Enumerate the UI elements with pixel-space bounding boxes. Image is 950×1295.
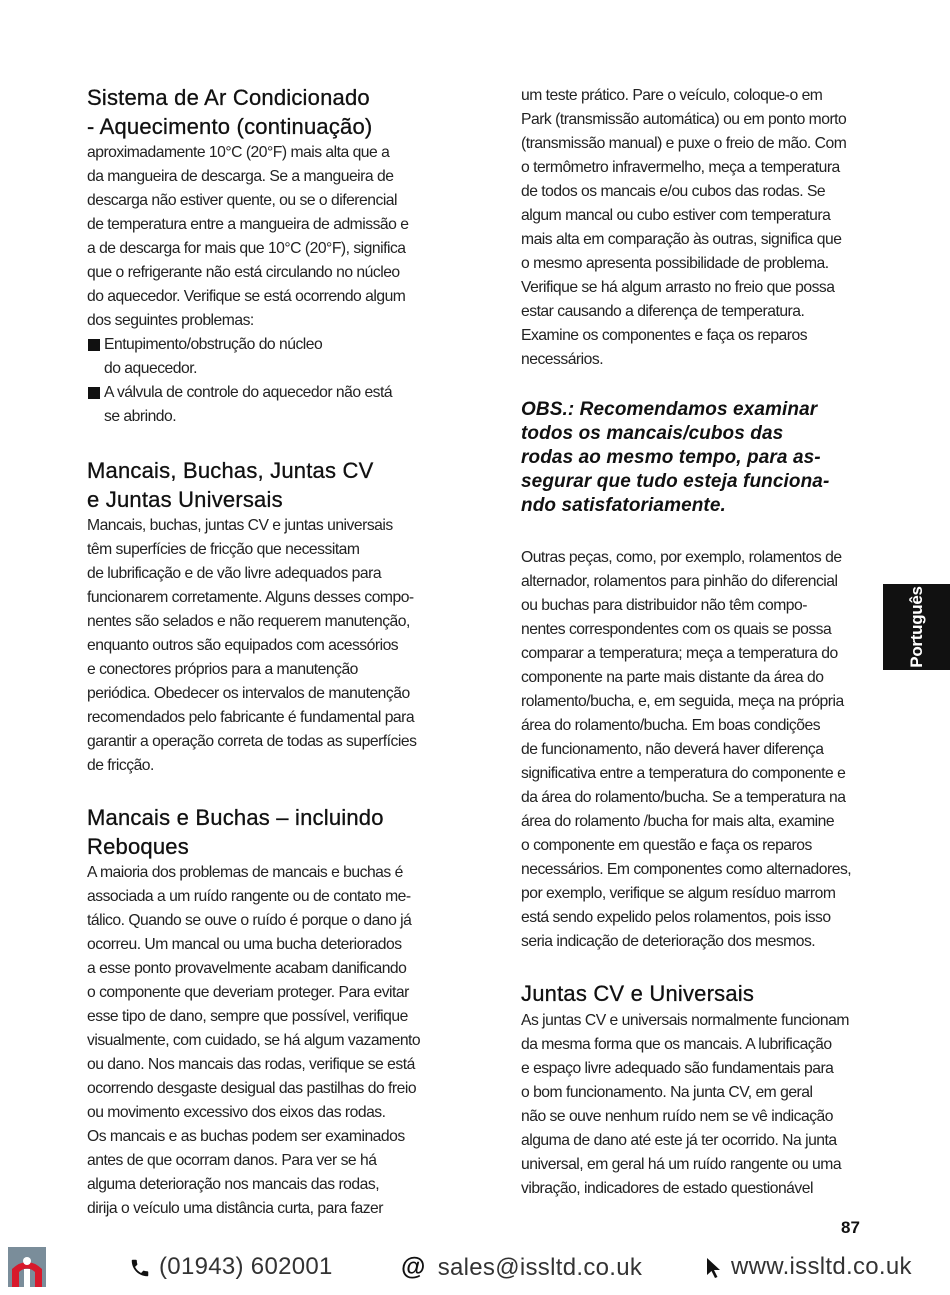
phone-icon <box>129 1257 151 1279</box>
text-line: estar causando a diferença de temperatura. <box>521 303 805 320</box>
text-line: Outras peças, como, por exemplo, rolamentos de <box>521 549 842 566</box>
text-line: segurar que tudo esteja funciona- <box>521 471 830 492</box>
text-line: necessários. <box>521 351 604 368</box>
text-line: enquanto outros são equipados com acessórios <box>87 637 399 654</box>
text-line: alguma de dano até este já ter ocorrido. Na junta <box>521 1131 837 1149</box>
text-line: de temperatura entre a mangueira de admissão e <box>87 216 409 233</box>
text-line: funcionarem corretamente. Alguns desses compo- <box>87 589 414 606</box>
list-item: A válvula de controle do aquecedor não está se abrindo. <box>87 381 437 429</box>
text-line: tálico. Quando se ouve o ruído é porque o dano já <box>87 912 412 929</box>
text-line: descarga não estiver quente, ou se o diferencial <box>87 192 398 209</box>
right-column <box>521 84 871 1201</box>
text-line: Park (transmissão automática) ou em ponto morto <box>521 111 847 128</box>
text-line: da mesma forma que os mancais. A lubrificação <box>521 1035 832 1053</box>
text-line: algum mancal ou cubo estiver com temperatura <box>521 207 831 224</box>
at-icon: @ <box>401 1253 426 1281</box>
text-line: rodas ao mesmo tempo, para as- <box>521 447 821 468</box>
text-line: e conectores próprios para a manutenção <box>87 661 358 678</box>
text-line: por exemplo, verifique se algum resíduo marrom <box>521 885 836 902</box>
text-line: todos os mancais/cubos das <box>521 423 784 444</box>
text-line: mais alta em comparação às outras, significa que <box>521 231 842 248</box>
text-line: Verifique se há algum arrasto no freio que possa <box>521 279 835 296</box>
text-line: OBS.: Recomendamos examinar <box>521 399 818 420</box>
text-line: que o refrigerante não está circulando no núcleo <box>87 264 400 281</box>
text-line: alguma deterioração nos mancais das rodas, <box>87 1176 380 1193</box>
text-line: a esse ponto provavelmente acabam danificando <box>87 960 407 977</box>
left-column <box>87 84 437 1221</box>
continued-paragraph <box>521 84 871 372</box>
text-line: não se ouve nenhum ruído nem se vê indicação <box>521 1107 834 1125</box>
text-line: vibração, indicadores de estado questionável <box>521 1179 813 1197</box>
phone-number: (01943) 602001 <box>159 1253 333 1280</box>
text-line: da área do rolamento/bucha. Se a temperatura na <box>521 789 846 806</box>
text-line: área do rolamento/bucha. Em boas condições <box>521 717 821 734</box>
text-line: o bom funcionamento. Na junta CV, em geral <box>521 1083 813 1101</box>
text-line: antes de que ocorram danos. Para ver se há <box>87 1152 377 1169</box>
text-line: têm superfícies de fricção que necessitam <box>87 541 360 558</box>
text-line: recomendados pelo fabricante é fundamental para <box>87 709 415 726</box>
text-line: ou movimento excessivo dos eixos das rodas. <box>87 1104 386 1121</box>
page-number: 87 <box>841 1218 860 1237</box>
text-line: dirija o veículo uma distância curta, para fazer <box>87 1200 384 1217</box>
text-line: seria indicação de deterioração dos mesmos. <box>521 933 816 950</box>
text-line: ou dano. Nos mancais das rodas, verifique se está <box>87 1056 415 1073</box>
footer <box>0 1245 950 1295</box>
text-line: alternador, rolamentos para pinhão do diferencial <box>521 573 838 590</box>
text-line: e espaço livre adequado são fundamentais para <box>521 1059 834 1077</box>
text-line: do aquecedor. Verifique se está ocorrendo algum <box>87 288 406 305</box>
section-cv-universal <box>521 980 871 1201</box>
section-body <box>87 861 437 1221</box>
text-line: significativa entre a temperatura do componente e <box>521 765 846 782</box>
text-line: o mesmo apresenta possibilidade de problema. <box>521 255 829 272</box>
section-ac-heating <box>87 84 437 429</box>
text-line: periódica. Obedecer os intervalos de manutenção <box>87 685 410 702</box>
text-line: visualmente, com cuidado, se há algum vazamento <box>87 1032 421 1049</box>
text-line: de lubrificação e de vão livre adequados para <box>87 565 382 582</box>
text-line: associada a um ruído rangente ou de contato me- <box>87 888 411 905</box>
section-body <box>521 1009 871 1201</box>
text-line: componente na parte mais distante da área do <box>521 669 824 686</box>
text-line: de todos os mancais e/ou cubos das rodas. Se <box>521 183 826 200</box>
text-line: de fricção. <box>87 757 154 774</box>
paragraph-other-parts <box>521 546 871 954</box>
language-side-tab <box>883 584 950 670</box>
list-item: Entupimento/obstrução do núcleo do aquecedor. <box>87 333 437 381</box>
text-line: Os mancais e as buchas podem ser examinados <box>87 1128 405 1145</box>
text-line: de funcionamento, não deverá haver diferença <box>521 741 824 758</box>
text-line: está sendo expelido pelos rolamentos, pois isso <box>521 909 831 926</box>
section-body <box>87 514 437 778</box>
text-line: a de descarga for mais que 10°C (20°F), significa <box>87 240 406 257</box>
text-line: (transmissão manual) e puxe o freio de mão. Com <box>521 135 847 152</box>
square-bullet-icon <box>88 387 100 399</box>
text-line: aproximadamente 10°C (20°F) mais alta que a <box>87 144 390 161</box>
cursor-icon <box>705 1256 723 1280</box>
text-line: Examine os componentes e faça os reparos <box>521 327 808 344</box>
text-line: o componente que deveriam proteger. Para evitar <box>87 984 409 1001</box>
section-heading: Sistema de Ar Condicionado - Aquecimento (continuação) <box>87 85 373 139</box>
text-line: universal, em geral há um ruído rangente ou uma <box>521 1155 842 1173</box>
text-line: A maioria dos problemas de mancais e buchas é <box>87 864 403 881</box>
section-heading: Mancais e Buchas – incluindo Reboques <box>87 805 384 859</box>
text-line: da mangueira de descarga. Se a mangueira de <box>87 168 394 185</box>
bullet-list <box>87 333 437 429</box>
text-line: garantir a operação correta de todas as superfícies <box>87 733 417 750</box>
text-line: ocorreu. Um mancal ou uma bucha deteriorados <box>87 936 402 953</box>
footer-phone[interactable] <box>129 1253 333 1281</box>
logo-mark-icon <box>8 1247 46 1287</box>
text-line: área do rolamento /bucha for mais alta, examine <box>521 813 835 830</box>
text-line: nentes correspondentes com os quais se possa <box>521 621 832 638</box>
text-line: Mancais, buchas, juntas CV e juntas universais <box>87 517 393 534</box>
text-line: o termômetro infravermelho, meça a temperatura <box>521 159 840 176</box>
section-bearings-bushings <box>87 457 437 778</box>
text-line: comparar a temperatura; meça a temperatura do <box>521 645 838 662</box>
section-heading: Juntas CV e Universais <box>521 981 755 1006</box>
text-line: As juntas CV e universais normalmente funcionam <box>521 1011 849 1029</box>
square-bullet-icon <box>88 339 100 351</box>
section-heading: Mancais, Buchas, Juntas CV e Juntas Universais <box>87 458 374 512</box>
text-line: o componente em questão e faça os reparos <box>521 837 812 854</box>
text-line: nentes são selados e não requerem manutenção, <box>87 613 410 630</box>
text-line: ocorrendo desgaste desigual das pastilhas do freio <box>87 1080 417 1097</box>
text-line: um teste prático. Pare o veículo, coloque-o em <box>521 87 823 104</box>
email-address: sales@issltd.co.uk <box>437 1254 643 1281</box>
section-body <box>87 141 437 333</box>
text-line: ndo satisfatoriamente. <box>521 495 726 516</box>
text-line: necessários. Em componentes como alternadores, <box>521 861 852 878</box>
footer-email[interactable] <box>401 1253 642 1282</box>
footer-website[interactable] <box>705 1253 912 1281</box>
text-line: esse tipo de dano, sempre que possível, verifique <box>87 1008 408 1025</box>
text-line: dos seguintes problemas: <box>87 312 254 329</box>
text-line: ou buchas para distribuidor não têm compo- <box>521 597 807 614</box>
section-bearings-trailers <box>87 804 437 1221</box>
company-logo <box>8 1247 46 1287</box>
text-line: rolamento/bucha, e, em seguida, meça na própria <box>521 693 844 710</box>
website-url: www.issltd.co.uk <box>731 1253 912 1280</box>
note-callout <box>521 398 871 518</box>
language-label: Português <box>906 586 926 668</box>
